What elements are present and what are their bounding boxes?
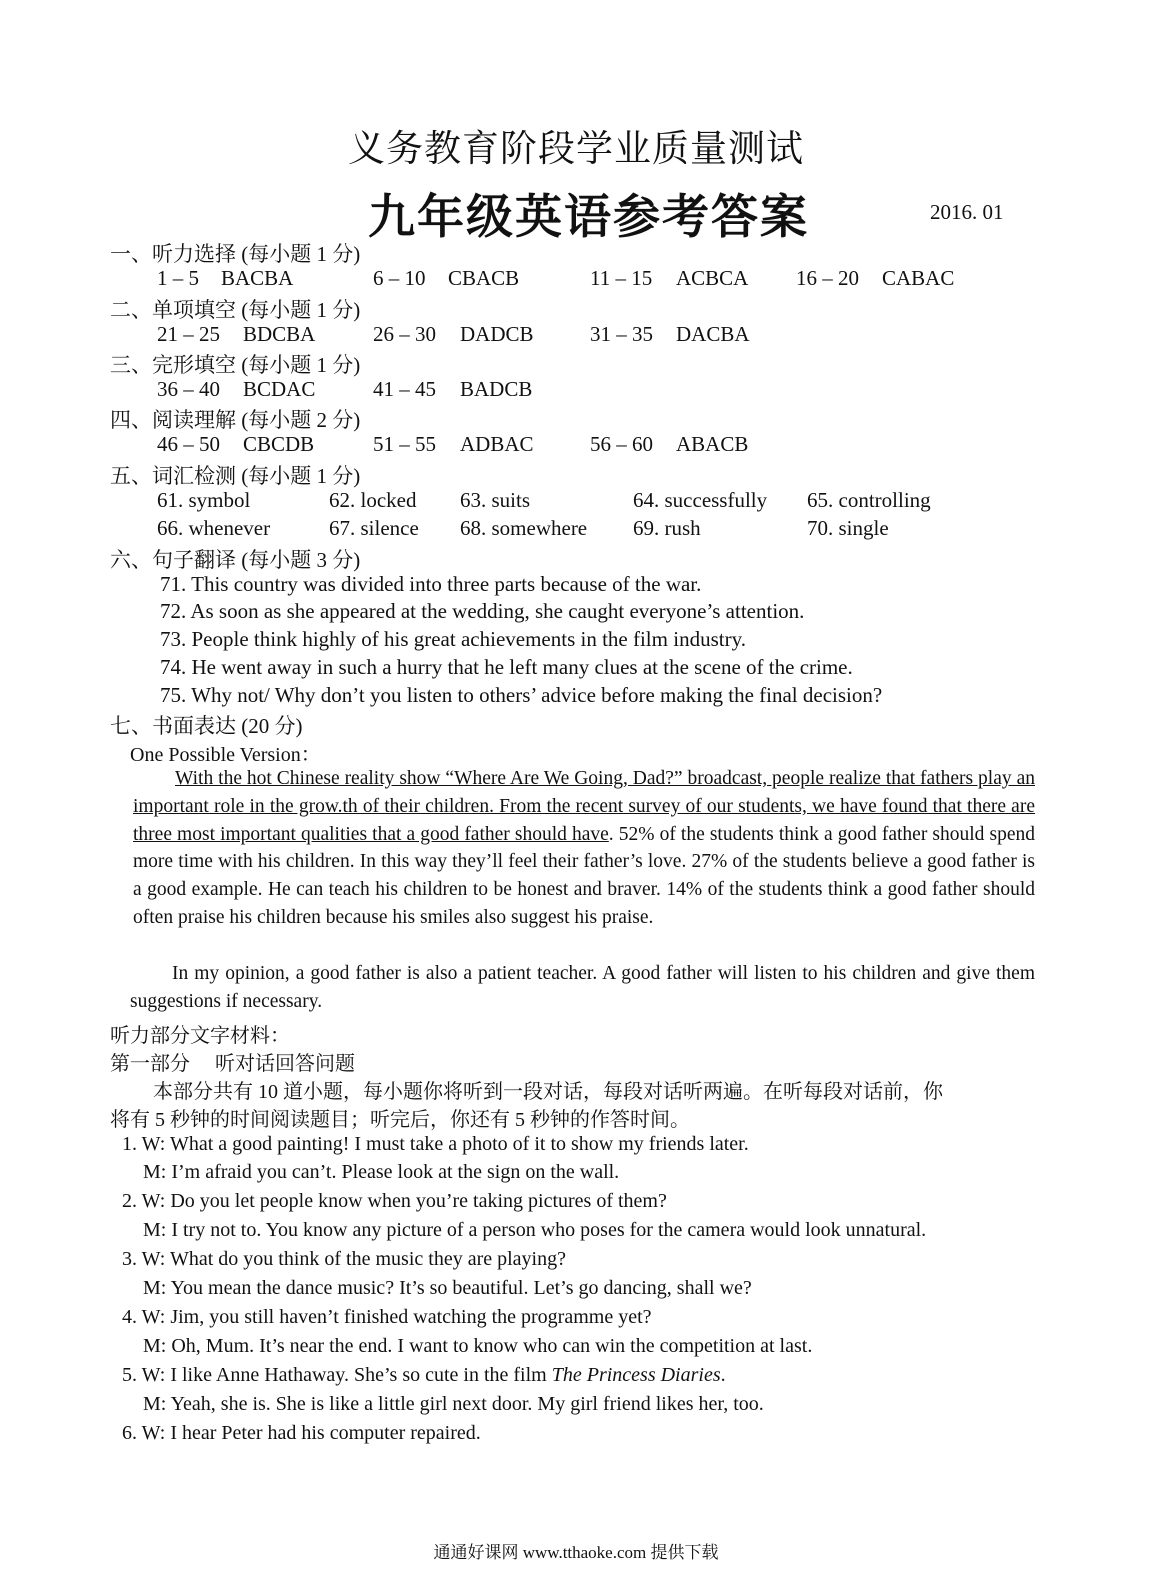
answer-key: ACBCA	[676, 266, 749, 290]
answer-range: 11 – 15	[590, 266, 653, 290]
answer-key: BADCB	[460, 377, 533, 401]
vocab-answer: 63. suits	[460, 488, 531, 512]
essay-paragraph-1	[133, 765, 1035, 932]
answer-range: 46 – 50	[157, 432, 220, 456]
translation-answer: 75. Why not/ Why don’t you listen to others’ advice before making the final decision?	[160, 683, 883, 707]
section-heading: 五、词汇检测 (每小题 1 分)	[110, 464, 361, 488]
film-title: The Princess Diaries	[551, 1364, 721, 1386]
document-date: 2016. 01	[930, 200, 1004, 224]
vocab-answer: 62. locked	[329, 488, 417, 512]
answer-range: 36 – 40	[157, 377, 220, 401]
answer-key: BACBA	[221, 266, 294, 290]
section-heading: 二、单项填空 (每小题 1 分)	[110, 298, 361, 322]
section-heading: 六、句子翻译 (每小题 3 分)	[110, 548, 361, 572]
essay-text: . 52% of the students think a good father should spend more time with his children. In this way they’ll feel their father’s love. 27% of the students believe a good father is a good example. He can teach his children to be honest and braver. 14% of the students think a good father should often praise his children because his smiles also suggest his praise.	[133, 823, 1035, 928]
listening-heading: 听力部分文字材料：	[110, 1025, 290, 1047]
dialogue-line: M: Yeah, she is. She is like a little girl next door. My girl friend likes her, too.	[143, 1393, 764, 1415]
answer-range: 51 – 55	[373, 432, 436, 456]
answer-range: 31 – 35	[590, 322, 653, 346]
dialogue-line: 4. W: Jim, you still haven’t finished watching the programme yet?	[122, 1306, 652, 1328]
listening-intro: 将有 5 秒钟的时间阅读题目；听完后，你还有 5 秒钟的作答时间。	[110, 1109, 690, 1131]
dialogue-line: M: I’m afraid you can’t. Please look at the sign on the wall.	[143, 1161, 620, 1183]
translation-answer: 72. As soon as she appeared at the wedding, she caught everyone’s attention.	[160, 599, 805, 623]
essay-underlined-text: With the hot Chinese reality show “Where Are We Going, Dad?” broadcast, people realize that fathers play an important role in the grow.th of their children. From the recent survey of our students, we have found that there are three most important qualities that a good father should have	[133, 768, 1035, 845]
answer-key: ABACB	[676, 432, 749, 456]
translation-answer: 71. This country was divided into three parts because of the war.	[160, 572, 702, 596]
answer-range: 56 – 60	[590, 432, 653, 456]
vocab-answer: 69. rush	[633, 516, 701, 540]
section-heading: 一、听力选择 (每小题 1 分)	[110, 242, 361, 266]
page-title: 义务教育阶段学业质量测试	[348, 129, 804, 170]
essay-paragraph-2: In my opinion, a good father is also a patient teacher. A good father will listen to his children and give them suggestions if necessary.	[130, 963, 1035, 1012]
translation-answer: 73. People think highly of his great achievements in the film industry.	[160, 627, 746, 651]
section-heading: 四、阅读理解 (每小题 2 分)	[110, 408, 361, 432]
dialogue-line: 1. W: What a good painting! I must take a photo of it to show my friends later.	[122, 1133, 749, 1155]
dialogue-line: 6. W: I hear Peter had his computer repaired.	[122, 1422, 481, 1444]
dialogue-line: 2. W: Do you let people know when you’re taking pictures of them?	[122, 1190, 667, 1212]
dialogue-line: 5. W: I like Anne Hathaway. She’s so cute in the film The Princess Diaries.	[122, 1364, 726, 1386]
vocab-answer: 66. whenever	[157, 516, 271, 540]
footer-watermark: 通通好课网 www.tthaoke.com 提供下载	[433, 1543, 719, 1562]
listening-intro: 本部分共有 10 道小题，每小题你将听到一段对话，每段对话听两遍。在听每段对话前，你	[153, 1081, 943, 1103]
answer-key: BDCBA	[243, 322, 316, 346]
answer-key: CBACB	[448, 266, 520, 290]
answer-key: DACBA	[676, 322, 750, 346]
section-heading: 七、书面表达 (20 分)	[110, 714, 303, 738]
vocab-answer: 67. silence	[329, 516, 419, 540]
answer-key: BCDAC	[243, 377, 316, 401]
vocab-answer: 68. somewhere	[460, 516, 588, 540]
answer-range: 41 – 45	[373, 377, 436, 401]
vocab-answer: 64. successfully	[633, 488, 768, 512]
answer-key: ADBAC	[460, 432, 534, 456]
translation-answer: 74. He went away in such a hurry that he left many clues at the scene of the crime.	[160, 655, 853, 679]
document-title: 九年级英语参考答案	[368, 192, 809, 244]
dialogue-line: 3. W: What do you think of the music they are playing?	[122, 1248, 566, 1270]
dialogue-line: M: I try not to. You know any picture of a person who poses for the camera would look unnatural.	[143, 1219, 927, 1241]
answer-key: DADCB	[460, 322, 534, 346]
vocab-answer: 70. single	[807, 516, 889, 540]
answer-key: CBCDB	[243, 432, 315, 456]
answer-range: 21 – 25	[157, 322, 220, 346]
dialogue-line: M: Oh, Mum. It’s near the end. I want to know who can win the competition at last.	[143, 1335, 813, 1357]
vocab-answer: 61. symbol	[157, 488, 251, 512]
answer-range: 26 – 30	[373, 322, 436, 346]
answer-range: 16 – 20	[796, 266, 859, 290]
vocab-answer: 65. controlling	[807, 488, 931, 512]
dialogue-line: M: You mean the dance music? It’s so beautiful. Let’s go dancing, shall we?	[143, 1277, 752, 1299]
answer-key: CABAC	[882, 266, 955, 290]
answer-range: 1 – 5	[157, 266, 199, 290]
section-heading: 三、完形填空 (每小题 1 分)	[110, 353, 361, 377]
listening-part-label: 第一部分 听对话回答问题	[110, 1053, 355, 1075]
version-label: One Possible Version：	[130, 744, 321, 766]
answer-range: 6 – 10	[373, 266, 426, 290]
